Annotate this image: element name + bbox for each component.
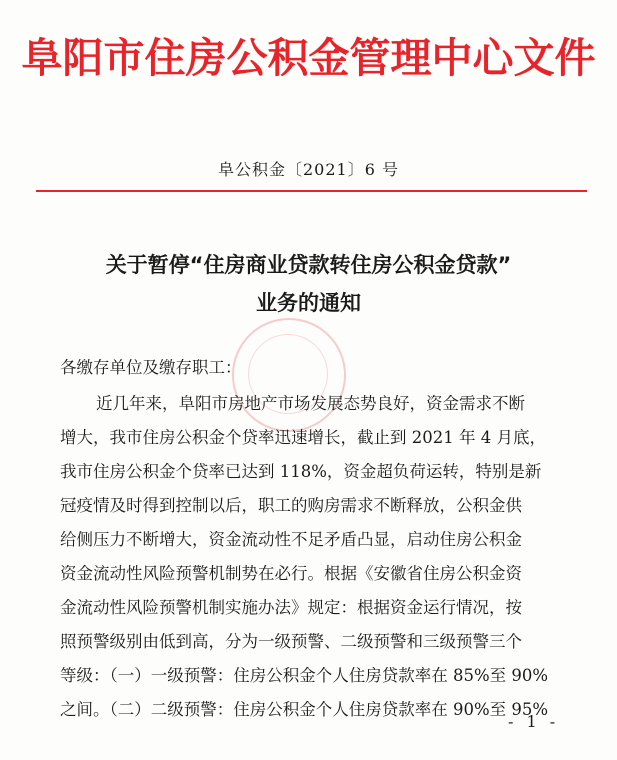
body-line-7: 金流动性风险预警机制实施办法》规定：根据资金运行情况，按 (60, 598, 522, 617)
body-line-4: 冠疫情及时得到控制以后，职工的购房需求不断释放，公积金供 (60, 496, 522, 515)
document-header-title: 阜阳市住房公积金管理中心文件 (21, 34, 596, 82)
body-line-2: 增大，我市住房公积金个贷率迅速增长，截止到 2021 年 4 月底， (60, 428, 546, 447)
body-line-9: 等级：（一）一级预警：住房公积金个人住房贷款率在 85%至 90% (60, 666, 549, 685)
body-line-3: 我市住房公积金个贷率已达到 118%，资金超负荷运转，特别是新 (60, 462, 542, 481)
notice-title-line-2: 业务的通知 (256, 291, 361, 315)
notice-title (0, 246, 617, 322)
document-number: 阜公积金〔2021〕6 号 (218, 160, 399, 179)
body-line-5: 给侧压力不断增大，资金流动性不足矛盾凸显，启动住房公积金 (60, 530, 522, 549)
notice-title-line-1: 关于暂停“住房商业贷款转住房公积金贷款” (105, 253, 512, 277)
header-red-divider (36, 190, 587, 192)
addressee: 各缴存单位及缴存职工： (60, 358, 242, 377)
body-line-6: 资金流动性风险预警机制势在必行。根据《安徽省住房公积金资 (60, 564, 522, 583)
page-number: - 1 - (508, 712, 560, 731)
body-line-8: 照预警级别由低到高，分为一级预警、二级预警和三级预警三个 (60, 632, 522, 651)
body-line-10: 之间。（二）二级预警：住房公积金个人住房贷款率在 90%至 95% (60, 700, 549, 719)
body-line-1: 近几年来，阜阳市房地产市场发展态势良好，资金需求不断 (96, 394, 525, 413)
